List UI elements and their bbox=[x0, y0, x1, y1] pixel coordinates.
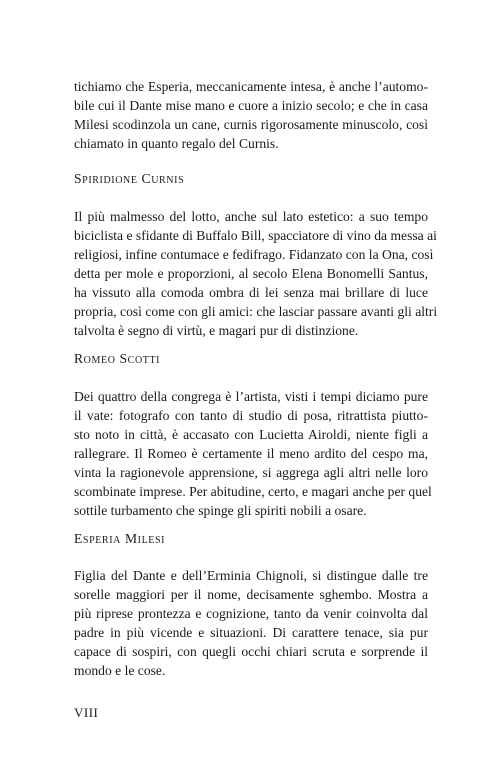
text-line: sorelle maggiori per il nome, decisamente sghembo. Mostra a bbox=[74, 587, 428, 602]
text-line: detta per mole e proporzioni, al secolo Elena Bonomelli Santus, bbox=[74, 266, 428, 281]
text-line: il vate: fotografo con tanto di studio di posa, ritrattista piutto- bbox=[74, 408, 428, 423]
section-text bbox=[74, 566, 428, 680]
text-line: tichiamo che Esperia, meccanicamente intesa, è anche l’automo- bbox=[74, 79, 428, 94]
section-heading-spiridione-curnis bbox=[74, 169, 428, 188]
text-line: padre in più vicende e situazioni. Di carattere tenace, sia pur bbox=[74, 625, 428, 640]
page-number: VIII bbox=[74, 705, 99, 720]
text-line: biciclista e sfidante di Buffalo Bill, spacciatore di vino da messa ai bbox=[74, 228, 437, 243]
text-line: vinta la ragionevole apprensione, si aggrega agli altri nelle loro bbox=[74, 465, 428, 480]
section-heading-romeo-scotti bbox=[74, 349, 428, 368]
section-heading: Spiridione Curnis bbox=[74, 171, 185, 186]
text-line: capace di sospiri, con quegli occhi chiari scruta e sorprende il bbox=[74, 644, 428, 659]
text-line: chiamato in quanto regalo del Curnis. bbox=[74, 136, 279, 151]
text-line: talvolta è segno di virtù, e magari pur di distinzione. bbox=[74, 323, 359, 338]
intro-text bbox=[74, 77, 428, 153]
section-text bbox=[74, 207, 438, 340]
section-paragraph-esperia-milesi bbox=[74, 566, 428, 680]
text-line: sto noto in città, è accasato con Lucietta Airoldi, niente figli a bbox=[74, 427, 428, 442]
section-heading-esperia-milesi bbox=[74, 529, 428, 548]
section-text bbox=[74, 387, 432, 520]
text-line: ha vissuto alla comoda ombra di lei senza mai brillare di luce bbox=[74, 285, 428, 300]
text-line: Milesi scodinzola un cane, curnis rigorosamente minuscolo, così bbox=[74, 117, 428, 132]
text-line: Dei quattro della congrega è l’artista, visti i tempi diciamo pure bbox=[74, 389, 428, 404]
text-line: scombinate imprese. Per abitudine, certo, e magari anche per quel bbox=[74, 484, 432, 499]
text-line: Il più malmesso del lotto, anche sul lato estetico: a suo tempo bbox=[74, 209, 428, 224]
text-line: bile cui il Dante mise mano e cuore a inizio secolo; e che in casa bbox=[74, 98, 428, 113]
text-line: più riprese prontezza e cognizione, tanto da venir coinvolta dal bbox=[74, 606, 428, 621]
intro-paragraph bbox=[74, 77, 428, 153]
text-line: rallegrare. Il Romeo è certamente il meno ardito del cespo ma, bbox=[74, 446, 428, 461]
section-heading: Esperia Milesi bbox=[74, 531, 166, 546]
text-line: propria, così come con gli amici: che lasciar passare avanti gli altri bbox=[74, 304, 438, 319]
text-line: sottile turbamento che spinge gli spiriti nobili a osare. bbox=[74, 503, 367, 518]
text-line: mondo e le cose. bbox=[74, 663, 166, 678]
section-paragraph-romeo-scotti bbox=[74, 387, 432, 520]
section-paragraph-spiridione-curnis bbox=[74, 207, 438, 340]
section-heading: Romeo Scotti bbox=[74, 351, 161, 366]
text-line: Figlia del Dante e dell’Erminia Chignoli, si distingue dalle tre bbox=[74, 568, 428, 583]
text-line: religiosi, infine contumace e fedifrago. Fidanzato con la Ona, così bbox=[74, 247, 434, 262]
